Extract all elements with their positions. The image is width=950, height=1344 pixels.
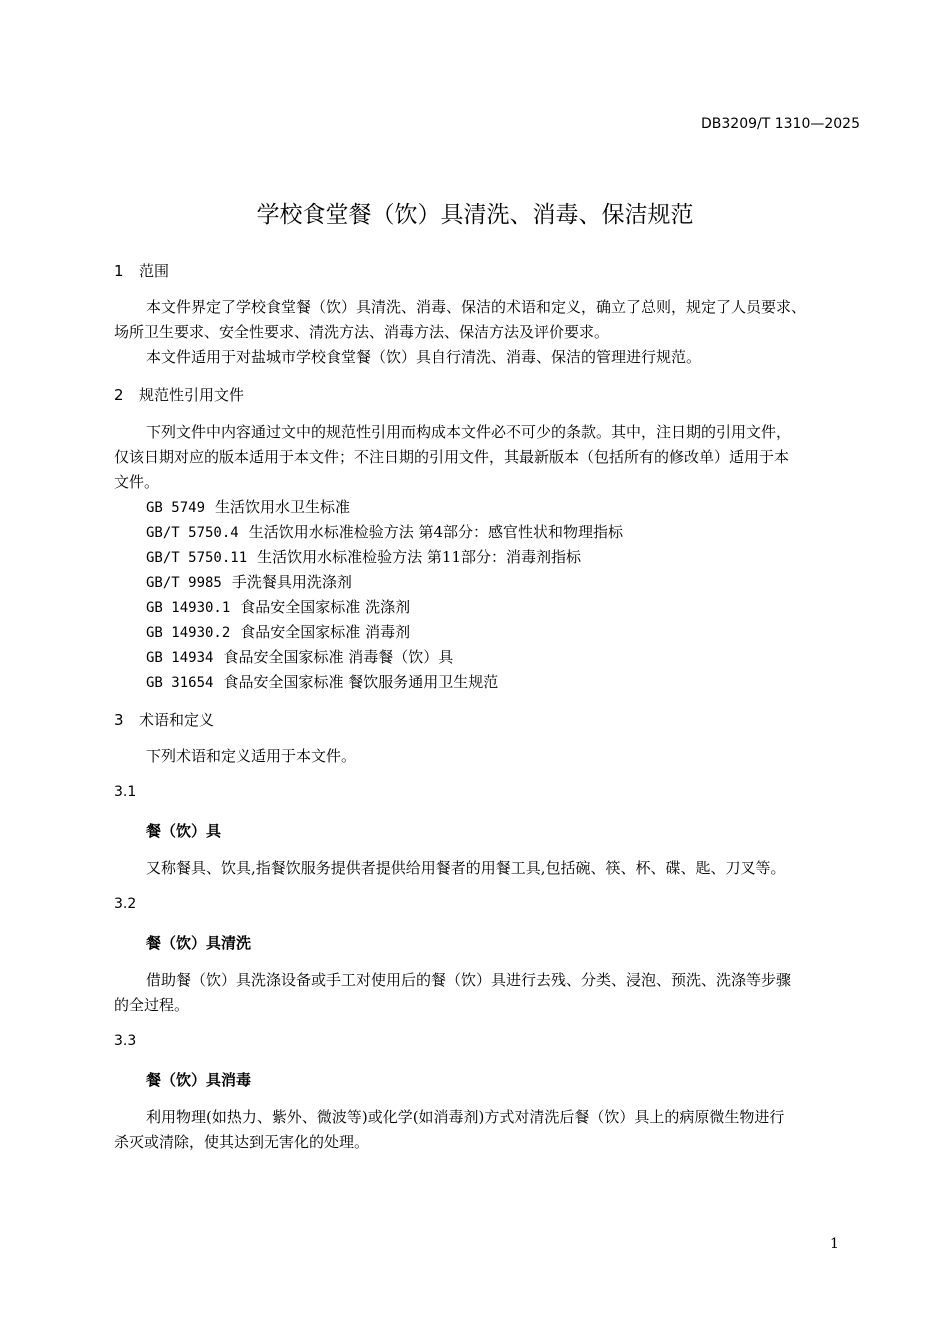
reference-code: GB/T 5750.11 [146,550,248,566]
term-3-1-number: 3.1 [114,784,137,800]
term-3-2-definition-line-2: 的全过程。 [114,996,190,1014]
reference-code: GB 14930.2 [146,625,231,641]
sec1-paragraph-1-line-1: 本文件界定了学校食堂餐（饮）具清洗、消毒、保洁的术语和定义，确立了总则，规定了人员要求、 [146,298,807,316]
term-3-1-definition: 又称餐具、饮具,指餐饮服务提供者提供给用餐者的用餐工具,包括碗、筷、杯、碟、匙、刀叉等。 [146,859,786,877]
sec1-paragraph-2: 本文件适用于对盐城市学校食堂餐（饮）具自行清洗、消毒、保洁的管理进行规范。 [146,348,702,366]
reference-name: 生活饮用水标准检验方法 第11部分：消毒剂指标 [257,548,582,566]
reference-name: 手洗餐具用洗涤剂 [231,573,352,591]
reference-item [146,496,350,517]
section-1-number: 1 [114,262,124,280]
reference-name: 食品安全国家标准 消毒剂 [240,623,411,641]
section-3-number: 3 [114,711,124,729]
sec2-paragraph-line-2: 仅该日期对应的版本适用于本文件；不注日期的引用文件，其最新版本（包括所有的修改单）适用于本 [114,448,790,466]
section-3-title: 术语和定义 [139,711,215,729]
reference-code: GB 31654 [146,675,214,691]
section-2-number: 2 [114,386,124,404]
page-title: 学校食堂餐（饮）具清洗、消毒、保洁规范 [256,202,694,228]
document-code: DB3209/T 1310—2025 [701,116,860,132]
section-2-title: 规范性引用文件 [139,386,245,404]
reference-item [146,671,498,692]
reference-name: 食品安全国家标准 洗涤剂 [240,598,411,616]
sec3-intro: 下列术语和定义适用于本文件。 [146,747,357,765]
term-3-2-definition-line-1: 借助餐（饮）具洗涤设备或手工对使用后的餐（饮）具进行去残、分类、浸泡、预洗、洗涤等步骤 [146,971,792,989]
sec2-paragraph-line-1: 下列文件中内容通过文中的规范性引用而构成本文件必不可少的条款。其中，注日期的引用文件， [146,423,792,441]
term-3-2-title: 餐（饮）具清洗 [146,934,252,952]
reference-code: GB/T 9985 [146,575,222,591]
term-3-1-title: 餐（饮）具 [146,822,222,840]
reference-item [146,621,410,642]
section-3-heading [114,709,214,730]
sec1-paragraph-1-line-2: 场所卫生要求、安全性要求、清洗方法、消毒方法、保洁方法及评价要求。 [114,323,610,341]
reference-item [146,596,410,617]
reference-item [146,546,581,567]
reference-name: 生活饮用水卫生标准 [215,498,351,516]
sec2-paragraph-line-3: 文件。 [114,473,160,491]
term-3-3-definition-line-1: 利用物理(如热力、紫外、微波等)或化学(如消毒剂)方式对清洗后餐（饮）具上的病原微生物进行 [146,1108,785,1126]
reference-code: GB 14934 [146,650,214,666]
term-3-3-number: 3.3 [114,1033,137,1049]
reference-code: GB/T 5750.4 [146,525,239,541]
term-3-3-definition-line-2: 杀灭或清除，使其达到无害化的处理。 [114,1133,370,1151]
reference-name: 生活饮用水标准检验方法 第4部分：感官性状和物理指标 [248,523,624,541]
page-number: 1 [830,1236,839,1252]
section-1-heading [114,260,169,281]
section-1-title: 范围 [139,262,170,280]
reference-item [146,521,623,542]
reference-code: GB 5749 [146,500,206,516]
term-3-3-title: 餐（饮）具消毒 [146,1071,252,1089]
reference-code: GB 14930.1 [146,600,231,616]
reference-name: 食品安全国家标准 餐饮服务通用卫生规范 [223,673,499,691]
reference-item [146,646,453,667]
reference-item [146,571,352,592]
term-3-2-number: 3.2 [114,896,137,912]
section-2-heading [114,384,244,405]
reference-name: 食品安全国家标准 消毒餐（饮）具 [223,648,454,666]
